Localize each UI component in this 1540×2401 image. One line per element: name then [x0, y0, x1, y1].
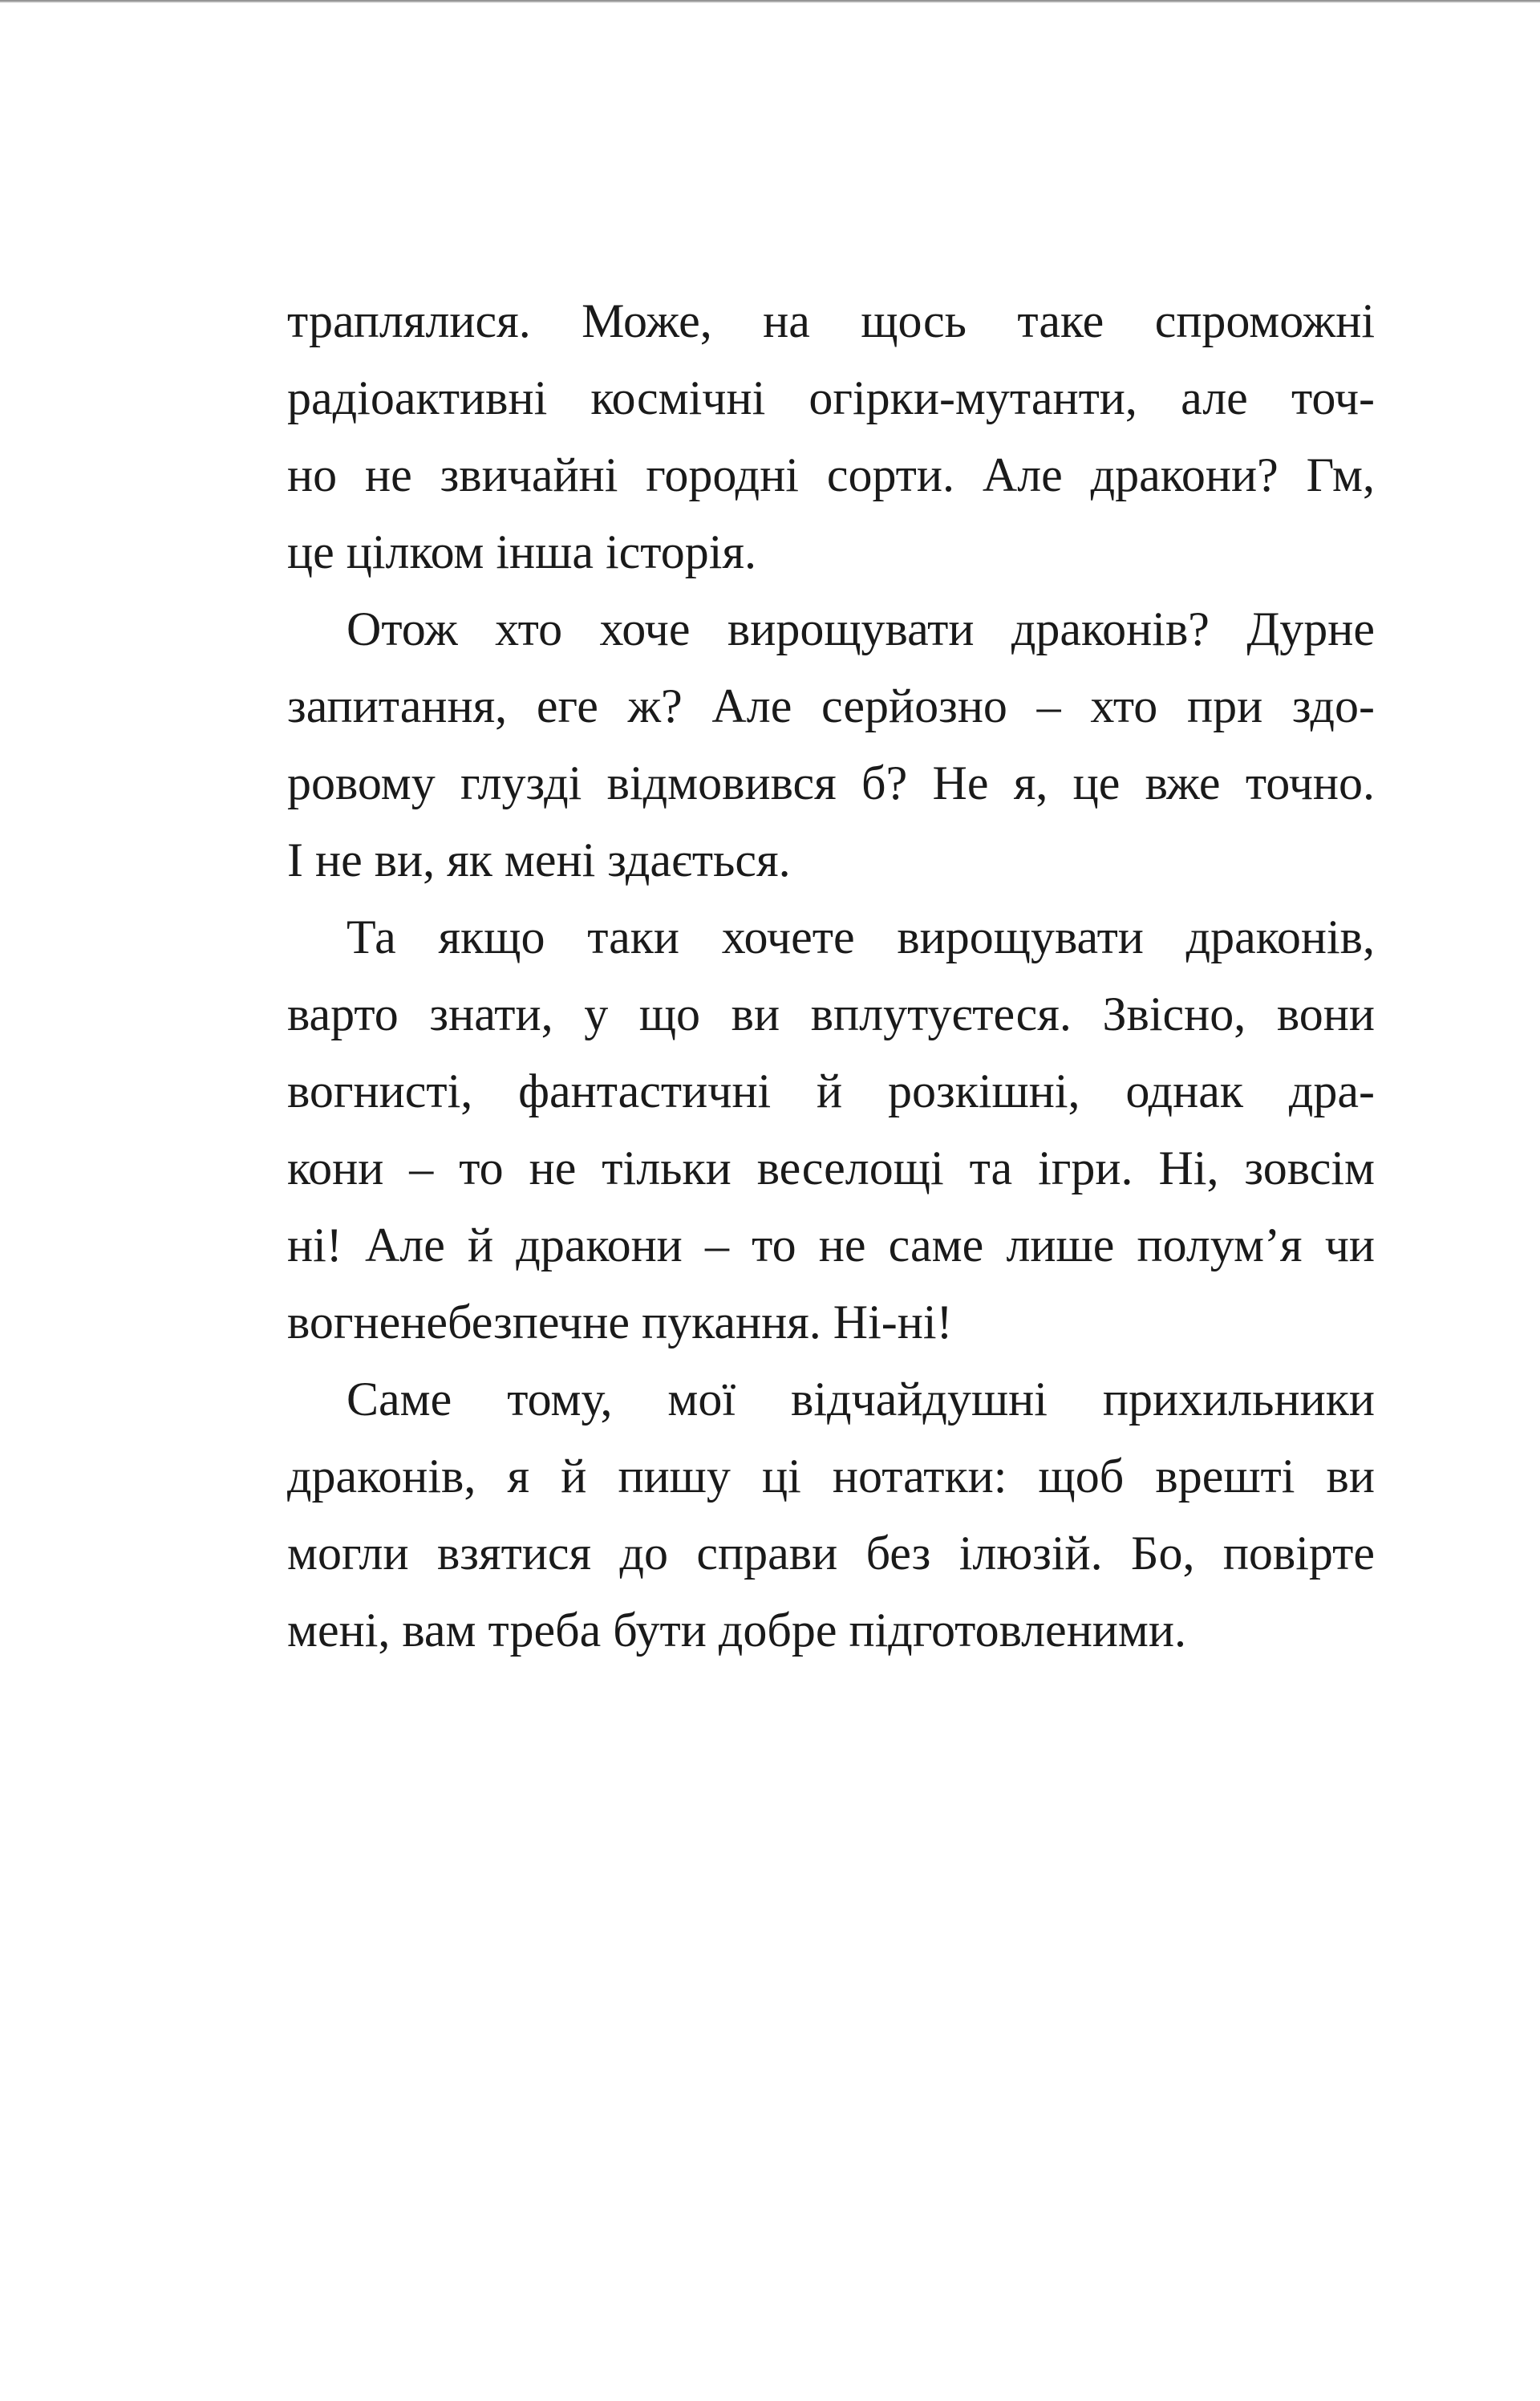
- text-line: но не звичайні городні сорти. Але дракони? Гм,: [287, 448, 1375, 501]
- paragraph-3: [287, 898, 1375, 1361]
- text-line: Та якщо таки хочете вирощувати драконів,: [346, 911, 1375, 963]
- text-line: І не ви, як мені здається.: [287, 833, 791, 886]
- text-line: це цілком інша історія.: [287, 525, 756, 578]
- text-line: запитання, еге ж? Але серйозно – хто при здо-: [287, 679, 1375, 732]
- text-line: Отож хто хоче вирощувати драконів? Дурне: [346, 602, 1375, 655]
- paragraph-1: [287, 282, 1375, 590]
- text-line: мені, вам треба бути добре підготовленими.: [287, 1604, 1186, 1657]
- text-line: вогненебезпечне пукання. Ні-ні!: [287, 1296, 953, 1349]
- text-line: радіоактивні космічні огірки-мутанти, але точ-: [287, 371, 1375, 424]
- text-line: траплялися. Може, на щось таке спроможні: [287, 294, 1375, 347]
- text-line: вогнисті, фантастичні й розкішні, однак дра-: [287, 1065, 1375, 1117]
- text-line: ні! Але й дракони – то не саме лише полум’я чи: [287, 1219, 1375, 1271]
- paragraph-4: [287, 1361, 1375, 1669]
- text-line: ровому глузді відмовився б? Не я, це вже точно.: [287, 756, 1375, 809]
- text-line: могли взятися до справи без ілюзій. Бо, повірте: [287, 1527, 1375, 1580]
- paragraph-2: [287, 590, 1375, 898]
- text-line: кони – то не тільки веселощі та ігри. Ні, зовсім: [287, 1142, 1375, 1194]
- book-page-text: [287, 282, 1375, 1669]
- text-line: драконів, я й пишу ці нотатки: щоб врешті ви: [287, 1450, 1375, 1503]
- viewer-top-border: [0, 0, 1540, 3]
- text-line: варто знати, у що ви вплутуєтеся. Звісно, вони: [287, 988, 1375, 1040]
- text-line: Саме тому, мої відчайдушні прихильники: [346, 1373, 1375, 1426]
